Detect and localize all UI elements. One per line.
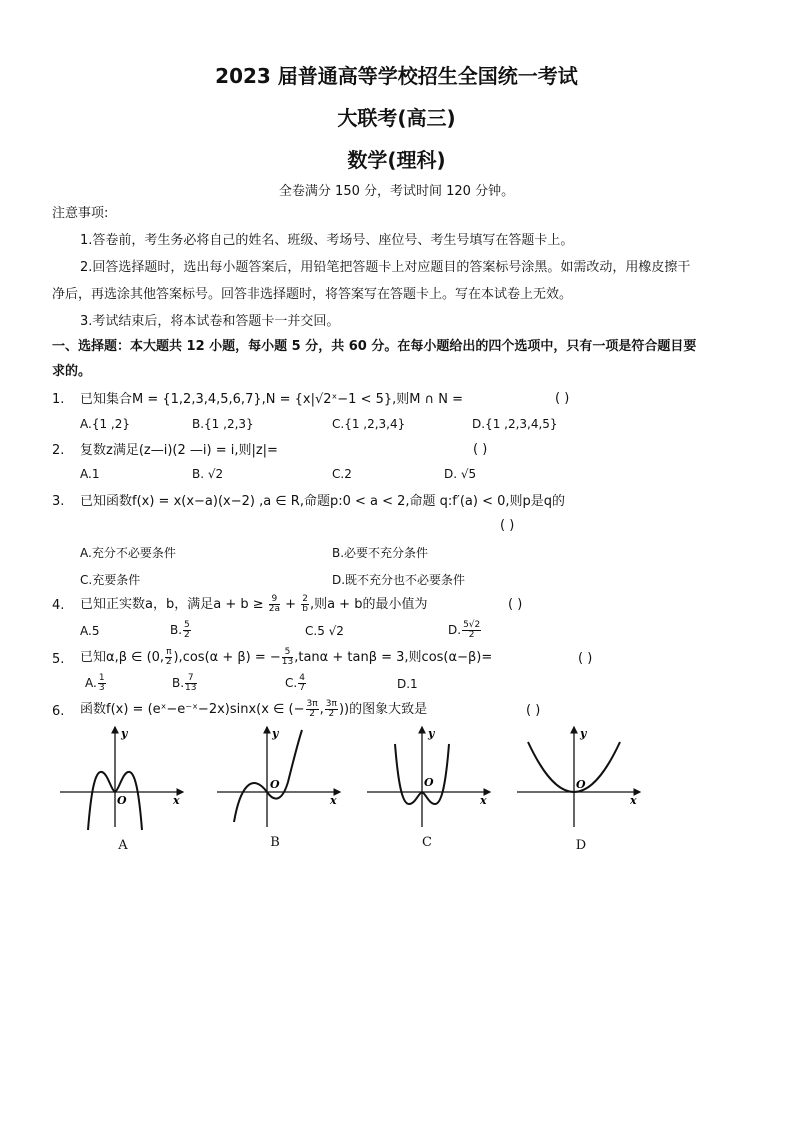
graph-d-origin-label: O xyxy=(576,778,586,791)
q5-c-num: 4 xyxy=(299,673,305,683)
exam-subject: 数学(理科) xyxy=(347,148,446,172)
q3-number: 3. xyxy=(52,494,65,509)
q5-frac2-den: 13 xyxy=(281,657,294,667)
q4-b-num: 5 xyxy=(184,620,190,630)
q5-option-a-label: A. xyxy=(85,676,97,690)
q5-frac1-den: 2 xyxy=(165,657,172,667)
q6-stem-b: , xyxy=(319,702,324,717)
q4-frac1-den: 2a xyxy=(268,604,281,614)
graph-b-curve xyxy=(234,730,302,822)
q5-number: 5. xyxy=(52,652,65,667)
graph-c xyxy=(362,722,497,832)
q6-answer-paren: ( ) xyxy=(526,703,541,718)
q1-number: 1. xyxy=(52,392,65,407)
q6-frac2-den: 2 xyxy=(328,709,335,719)
q5-option-c-label: C. xyxy=(285,676,298,690)
q1-stem: 已知集合M = {1,2,3,4,5,6,7},N = {x|√2ˣ−1 < 5},则M ∩ N = xyxy=(80,392,464,407)
q6-frac1-num: 3π xyxy=(306,699,318,709)
q5-frac2-num: 5 xyxy=(282,648,293,658)
section-heading-line1: 一、选择题：本大题共 12 小题，每小题 5 分，共 60 分。在每小题给出的四个选项中，只有一项是符合题目要 xyxy=(52,339,697,354)
q6-fraction-1 xyxy=(306,700,319,719)
q4-d-num: 5√2 xyxy=(463,620,481,630)
q4-answer-paren: ( ) xyxy=(508,597,523,612)
q4-fraction-2 xyxy=(301,595,309,614)
q3-stem: 已知函数f(x) = x(x−a)(x−2) ,a ∈ R,命题p:0 < a < 2,命题 q:f′(a) < 0,则p是q的 xyxy=(80,494,565,509)
q1-option-b: B.{1 ,2,3} xyxy=(192,417,254,431)
q4-frac2-num: 2 xyxy=(302,594,308,604)
section-heading-line2: 求的。 xyxy=(52,364,92,379)
q2-option-c: C.2 xyxy=(332,467,352,481)
graph-b-y-label: y xyxy=(272,727,279,740)
notes-heading: 注意事项: xyxy=(52,206,109,221)
q4-d-den: 2 xyxy=(468,630,475,640)
q4-stem-a: 已知正实数a，b，满足a + b ≥ xyxy=(80,597,264,612)
q4-option-d xyxy=(448,617,482,643)
q5-fraction-1 xyxy=(165,648,172,667)
exam-title: 2023 届普通高等学校招生全国统一考试 xyxy=(215,64,578,88)
q4-stem-c: ,则a + b的最小值为 xyxy=(309,597,428,612)
q4-option-b-label: B. xyxy=(170,623,183,637)
note-1: 1.答卷前，考生务必将自己的姓名、班级、考场号、座位号、考生号填写在答题卡上。 xyxy=(80,233,574,248)
q6-stem-c: ))的图象大致是 xyxy=(338,702,428,717)
q2-option-b: B. √2 xyxy=(192,467,224,481)
graph-c-y-label: y xyxy=(428,727,435,740)
q4-option-a: A.5 xyxy=(80,624,100,638)
q2-option-d: D. √5 xyxy=(444,467,477,481)
q4-frac2-den: b xyxy=(302,604,308,614)
q6-frac1-den: 2 xyxy=(309,709,315,719)
graph-a-y-label: y xyxy=(121,727,128,740)
q5-option-b-fraction xyxy=(185,674,196,693)
q1-option-a: A.{1 ,2} xyxy=(80,417,130,431)
q5-frac1-num: π xyxy=(166,647,172,657)
q4-fraction-1 xyxy=(269,595,280,614)
q4-option-d-label: D. xyxy=(448,623,462,637)
graph-b xyxy=(212,722,347,832)
q5-b-num: 7 xyxy=(185,674,196,684)
graph-a-origin-label: O xyxy=(117,794,127,807)
exam-subtitle-joint: 大联考(高三) xyxy=(337,106,456,130)
q3-answer-paren: ( ) xyxy=(500,518,515,533)
q6-stem xyxy=(80,697,427,723)
q5-option-a-fraction xyxy=(98,674,106,693)
q4-frac1-num: 9 xyxy=(269,595,280,605)
q6-number: 6. xyxy=(52,704,65,719)
q4-b-den: 2 xyxy=(184,630,190,640)
q5-stem-b: ),cos(α + β) = − xyxy=(173,650,281,665)
q5-a-num: 1 xyxy=(98,673,105,683)
q1-answer-paren: ( ) xyxy=(555,391,570,406)
graph-b-origin-label: O xyxy=(270,778,280,791)
q5-option-b xyxy=(172,670,198,696)
q3-option-b: B.必要不充分条件 xyxy=(332,546,429,560)
note-2b: 净后，再选涂其他答案标号。回答非选择题时，将答案写在答题卡上。写在本试卷上无效。 xyxy=(52,287,573,302)
q4-stem-b: + xyxy=(285,597,297,612)
q5-option-a xyxy=(85,670,107,696)
graph-c-label: C xyxy=(422,835,432,850)
q5-fraction-2 xyxy=(282,648,293,667)
q2-number: 2. xyxy=(52,443,65,458)
q5-stem-c: ,tanα + tanβ = 3,则cos(α−β)= xyxy=(294,650,493,665)
q3-option-a: A.充分不必要条件 xyxy=(80,546,176,560)
graph-d-x-label: x xyxy=(630,794,637,807)
q4-stem xyxy=(80,592,427,618)
graph-a-x-label: x xyxy=(173,794,180,807)
q5-stem xyxy=(80,645,492,671)
q5-option-c xyxy=(285,670,307,696)
graph-b-label: B xyxy=(270,835,280,850)
q5-stem-a: 已知α,β ∈ (0, xyxy=(80,650,165,665)
q2-answer-paren: ( ) xyxy=(473,442,488,457)
q4-option-b xyxy=(170,617,192,643)
q4-option-b-fraction xyxy=(183,621,191,640)
graph-a-label: A xyxy=(118,838,128,853)
graph-a xyxy=(55,722,190,832)
q6-stem-a: 函数f(x) = (eˣ−e⁻ˣ−2x)sinx(x ∈ (− xyxy=(80,702,305,717)
q1-option-d: D.{1 ,2,3,4,5} xyxy=(472,417,558,431)
q2-option-a: A.1 xyxy=(80,467,100,481)
q2-stem: 复数z满足(z—i)(2 —i) = i,则|z|= xyxy=(80,443,278,458)
graph-b-x-label: x xyxy=(330,794,337,807)
q5-option-b-label: B. xyxy=(172,676,185,690)
graph-d xyxy=(512,722,647,832)
note-3: 3.考试结束后，将本试卷和答题卡一并交回。 xyxy=(80,314,340,329)
q3-option-c: C.充要条件 xyxy=(80,573,141,587)
q5-c-den: 7 xyxy=(299,683,305,693)
q4-option-c: C.5 √2 xyxy=(305,624,344,638)
q5-option-d: D.1 xyxy=(397,677,418,691)
graph-c-origin-label: O xyxy=(424,776,434,789)
q1-option-c: C.{1 ,2,3,4} xyxy=(332,417,406,431)
graph-d-y-label: y xyxy=(580,727,587,740)
q3-option-d: D.既不充分也不必要条件 xyxy=(332,573,466,587)
q5-a-den: 3 xyxy=(98,683,105,693)
q5-b-den: 13 xyxy=(185,683,197,693)
note-2a: 2.回答选择题时，选出每小题答案后，用铅笔把答题卡上对应题目的答案标号涂黑。如需改动，用橡皮擦干 xyxy=(80,260,691,275)
q6-frac2-num: 3π xyxy=(325,699,337,709)
q4-number: 4. xyxy=(52,598,65,613)
q4-option-d-fraction xyxy=(462,621,481,640)
q6-fraction-2 xyxy=(325,700,338,719)
graph-d-label: D xyxy=(575,838,587,853)
graph-c-x-label: x xyxy=(480,794,487,807)
q5-answer-paren: ( ) xyxy=(578,651,593,666)
q5-option-c-fraction xyxy=(298,674,306,693)
exam-info: 全卷满分 150 分，考试时间 120 分钟。 xyxy=(278,184,515,199)
